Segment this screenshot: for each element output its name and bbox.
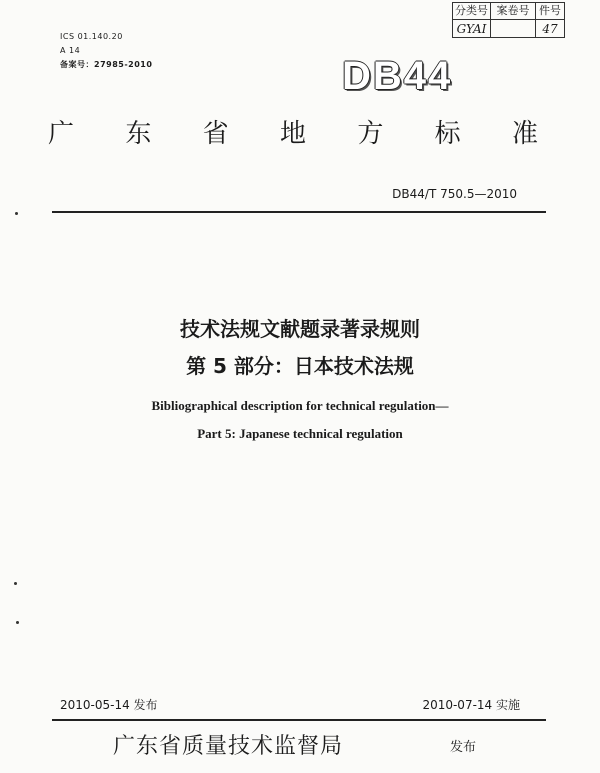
title-en-line2: Part 5: Japanese technical regulation [197, 426, 403, 441]
heading-char: 方 [357, 119, 384, 149]
class-code: A 14 [60, 46, 81, 55]
title-cn-line2: 第 5 部分：日本技术法规 [186, 354, 414, 378]
stamp-value-file-no [491, 20, 536, 38]
stamp-header-category: 分类号 [453, 3, 491, 20]
standard-number: DB44/T 750.5—2010 [392, 187, 517, 201]
heading-char: 地 [279, 119, 306, 149]
scan-speck [15, 212, 18, 215]
top-divider [52, 211, 546, 213]
heading-char: 东 [125, 119, 152, 149]
stamp-value-row [453, 20, 565, 38]
title-cn-line1: 技术法规文献题录著录规则 [180, 317, 420, 341]
stamp-header-row [453, 3, 565, 20]
title-en-line1: Bibliographical description for technical regulation— [151, 398, 449, 413]
stamp-header-file-no: 案卷号 [491, 3, 536, 20]
ics-code: ICS 01.140.20 [60, 32, 123, 41]
province-standard-heading [48, 114, 538, 154]
heading-char: 广 [48, 119, 75, 149]
implementation-date: 2010-07-14 实施 [422, 698, 520, 712]
db44-logo: DB44 [342, 54, 453, 98]
heading-char: 标 [434, 119, 461, 149]
scan-speck [14, 582, 17, 585]
stamp-value-item-no: 47 [536, 20, 565, 38]
scan-speck [16, 621, 19, 624]
heading-char: 准 [511, 119, 538, 149]
issue-date: 2010-05-14 发布 [60, 698, 158, 712]
archive-stamp-table [452, 2, 565, 38]
heading-char: 省 [202, 119, 229, 149]
stamp-value-category: GYAI [453, 20, 491, 38]
issuing-authority: 广东省质量技术监督局 [113, 734, 344, 759]
bottom-divider [52, 719, 546, 721]
record-number: 备案号：27985-2010 [60, 60, 153, 69]
stamp-header-item-no: 件号 [536, 3, 565, 20]
issue-label: 发布 [450, 740, 477, 755]
